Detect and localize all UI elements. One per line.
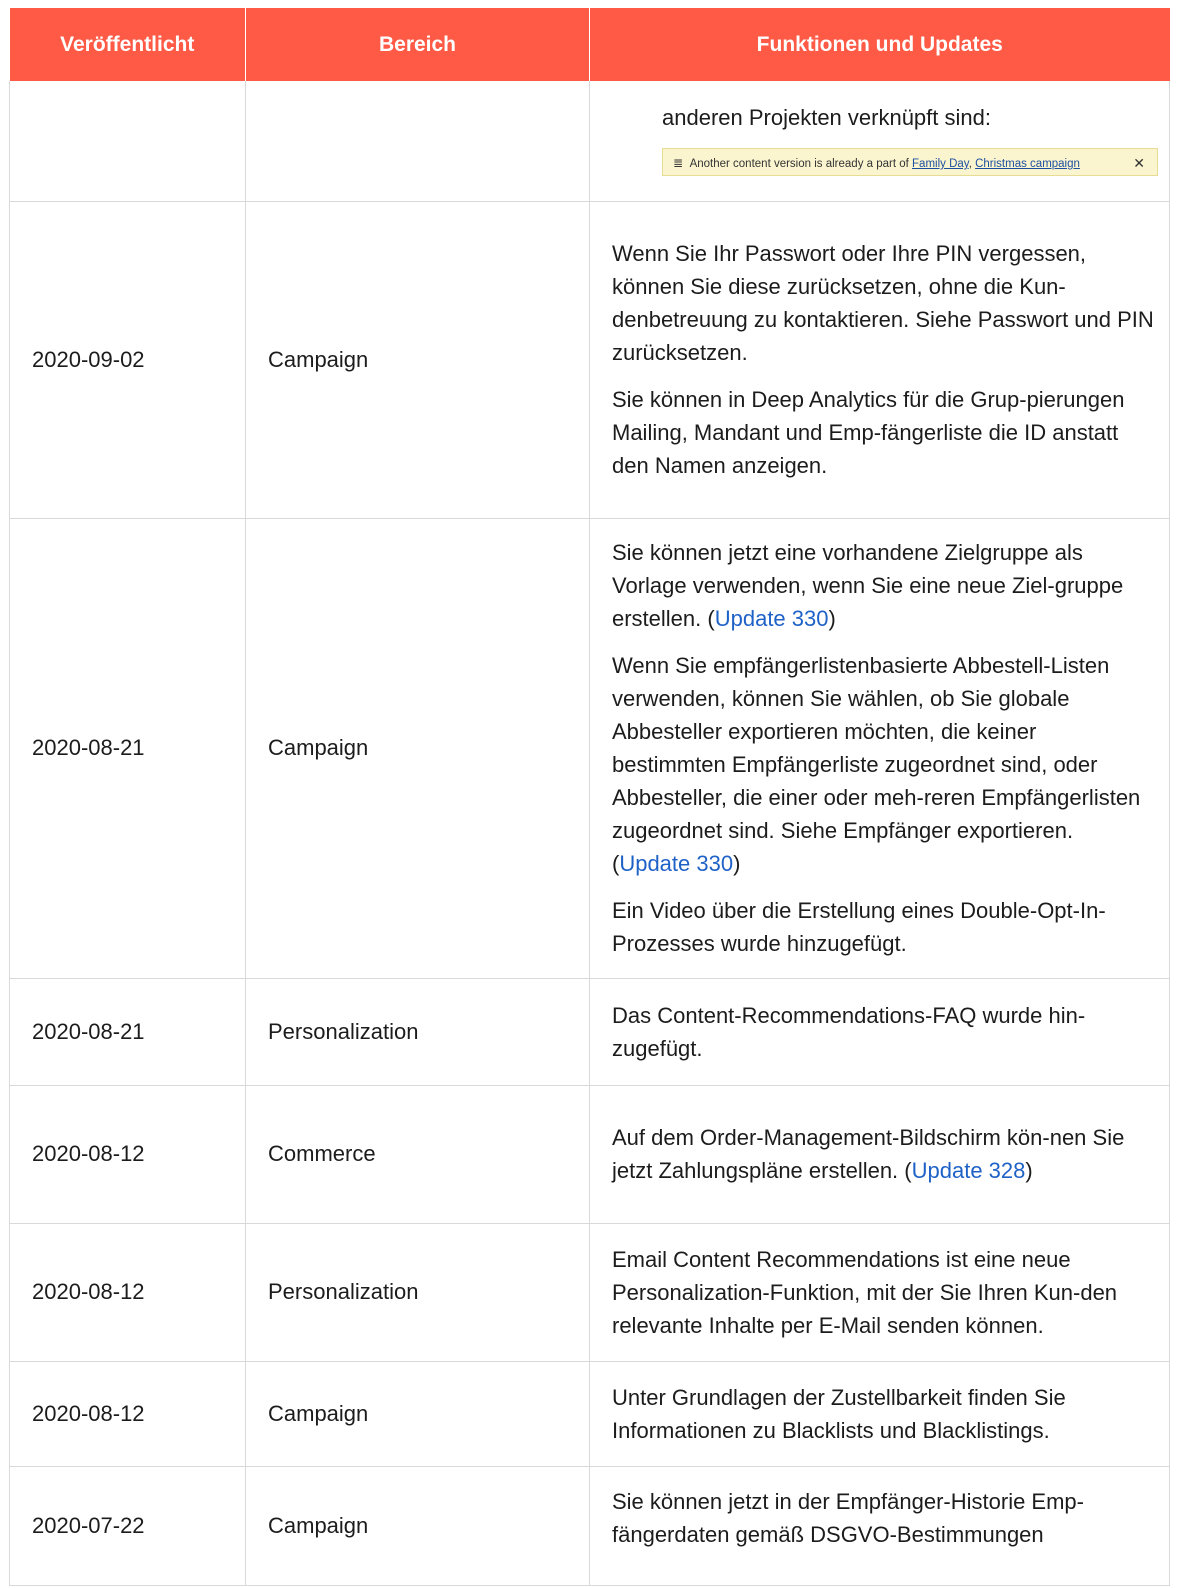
description-cell	[590, 201, 1170, 518]
update-link[interactable]: Update 330	[714, 606, 829, 631]
description-cell	[590, 518, 1170, 978]
header-area: Bereich	[246, 8, 590, 81]
area-cell: Personalization	[246, 978, 590, 1085]
paragraph-tail: )	[733, 851, 741, 876]
description-paragraph	[612, 1381, 1155, 1447]
update-link[interactable]: Update 328	[911, 1158, 1026, 1183]
date-cell: 2020-08-12	[10, 1085, 246, 1223]
paragraph-text: Das Content-Recommendations-FAQ wurde hin-zugefügt.	[612, 1002, 1086, 1061]
description-paragraph	[612, 999, 1155, 1065]
table-row	[10, 1223, 1170, 1361]
description-paragraph	[612, 1243, 1155, 1342]
table-body	[10, 201, 1170, 1585]
notice-link-family-day[interactable]: Family Day	[912, 158, 969, 170]
description-cell	[590, 1085, 1170, 1223]
notice-link-christmas-campaign[interactable]: Christmas campaign	[975, 158, 1080, 170]
continuation-text: anderen Projekten verknüpft sind:	[662, 105, 991, 130]
update-link[interactable]: Update 330	[619, 851, 734, 876]
area-cell: Personalization	[246, 1223, 590, 1361]
area-cell: Campaign	[246, 1466, 590, 1585]
layers-icon: ≣	[673, 156, 684, 170]
paragraph-text: Wenn Sie empfängerlistenbasierte Abbestell-Listen verwenden, können Sie wählen, ob Sie globale Abbesteller exportieren möchten, die keiner bestimmten Empfängerliste zugeordnet sind, oder Abbesteller, die einer oder meh-reren Empfängerlisten zugeordnet sind. Siehe Empfänger exportieren. (	[612, 653, 1141, 876]
date-cell: 2020-08-12	[10, 1361, 246, 1466]
release-notes-table	[9, 8, 1170, 1586]
area-cell: Commerce	[246, 1085, 590, 1223]
description-cell	[590, 1223, 1170, 1361]
table-row	[10, 1466, 1170, 1585]
close-icon[interactable]: ✕	[1133, 155, 1145, 171]
paragraph-text: Ein Video über die Erstellung eines Double-Opt-In-Prozesses wurde hinzugefügt.	[612, 898, 1106, 956]
paragraph-text: Sie können jetzt eine vorhandene Zielgruppe als Vorlage verwenden, wenn Sie eine neue Ziel-gruppe erstellen. (	[612, 540, 1124, 631]
table-row	[10, 518, 1170, 978]
notice-text: Another content version is already a part of	[689, 158, 909, 170]
description-paragraph	[612, 894, 1155, 960]
table-row	[10, 1361, 1170, 1466]
paragraph-text: Unter Grundlagen der Zustellbarkeit finden Sie Informationen zu Blacklists und Blacklistings.	[612, 1384, 1066, 1443]
table-row	[10, 978, 1170, 1085]
paragraph-text: Wenn Sie Ihr Passwort oder Ihre PIN vergessen, können Sie diese zurücksetzen, ohne die Kun-denbetreuung zu kontaktieren. Siehe Passwort und PIN zurücksetzen.	[612, 241, 1154, 365]
notice-separator: ,	[968, 158, 972, 170]
description-cell	[590, 1361, 1170, 1466]
area-cell	[246, 81, 590, 201]
area-cell: Campaign	[246, 201, 590, 518]
paragraph-text: Email Content Recommendations ist eine neue Personalization-Funktion, mit der Sie Ihren Kun-den relevante Inhalte per E-Mail senden können.	[612, 1246, 1118, 1338]
description-cell	[590, 81, 1170, 201]
description-cell	[590, 1466, 1170, 1585]
description-paragraph	[612, 237, 1155, 369]
content-version-notice	[662, 148, 1158, 176]
description-paragraph	[612, 1121, 1155, 1187]
description-paragraph	[612, 383, 1155, 482]
date-cell: 2020-08-12	[10, 1223, 246, 1361]
paragraph-text: Sie können jetzt in der Empfänger-Historie Emp-fängerdaten gemäß DSGVO-Bestimmungen	[612, 1488, 1084, 1547]
header-published: Veröffentlicht	[10, 8, 246, 81]
paragraph-tail: )	[828, 606, 836, 631]
paragraph-text: Auf dem Order-Management-Bildschirm kön-nen Sie jetzt Zahlungspläne erstellen. (	[612, 1125, 1125, 1183]
table-row	[10, 201, 1170, 518]
table-header-row	[10, 8, 1170, 81]
table-row	[10, 1085, 1170, 1223]
date-cell: 2020-09-02	[10, 201, 246, 518]
description-paragraph	[612, 649, 1155, 880]
description-paragraph	[612, 536, 1155, 635]
header-features: Funktionen und Updates	[590, 8, 1170, 81]
date-cell: 2020-07-22	[10, 1466, 246, 1585]
date-cell: 2020-08-21	[10, 978, 246, 1085]
description-cell	[590, 978, 1170, 1085]
table-row-continuation	[10, 81, 1170, 201]
paragraph-tail: )	[1025, 1158, 1033, 1183]
description-paragraph	[612, 1485, 1155, 1551]
date-cell: 2020-08-21	[10, 518, 246, 978]
area-cell: Campaign	[246, 1361, 590, 1466]
paragraph-text: Sie können in Deep Analytics für die Grup-pierungen Mailing, Mandant und Emp-fängerliste die ID anstatt den Namen anzeigen.	[612, 387, 1125, 478]
date-cell	[10, 81, 246, 201]
area-cell: Campaign	[246, 518, 590, 978]
